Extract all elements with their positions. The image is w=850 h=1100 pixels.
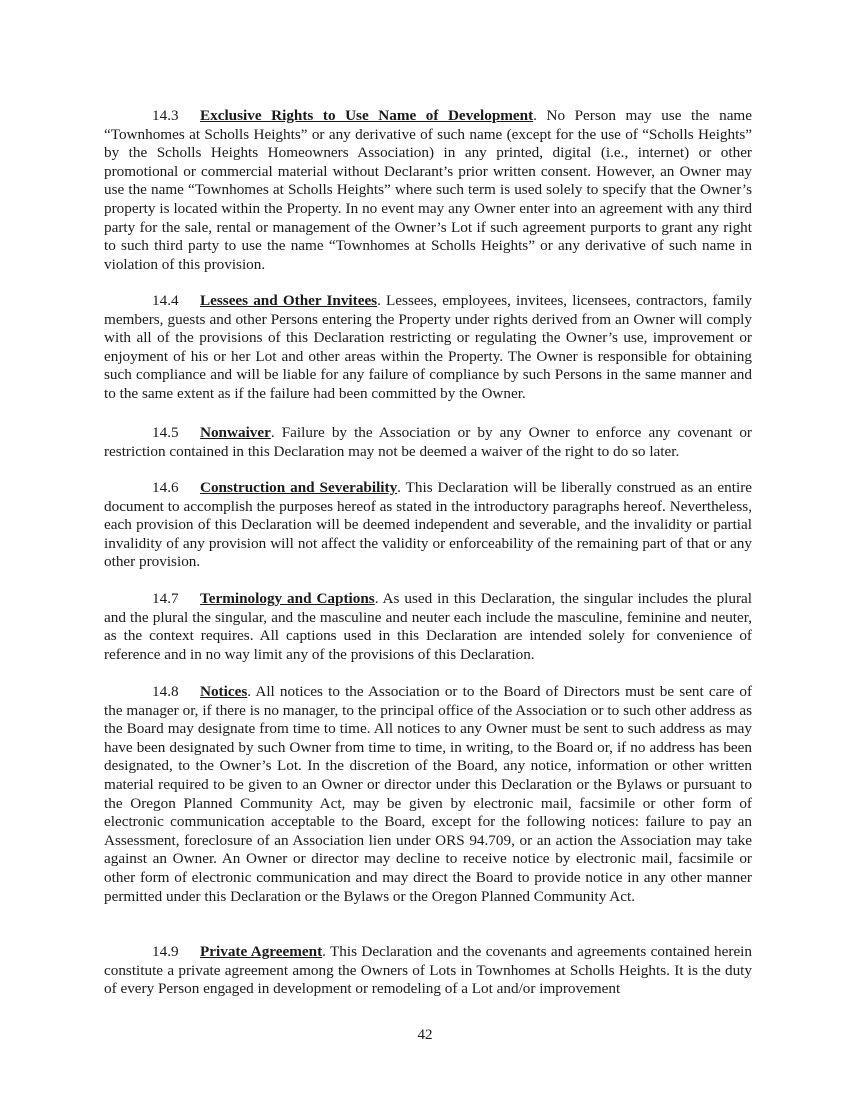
section-heading: Terminology and Captions <box>200 590 375 607</box>
section-14-5 <box>104 424 752 461</box>
section-14-6 <box>104 479 752 572</box>
section-heading: Construction and Severability <box>200 479 398 496</box>
section-14-7 <box>104 590 752 664</box>
section-number: 14.8 <box>152 683 179 700</box>
section-body: . This Declaration will be liberally construed as an entire document to accomplish the purposes hereof as stated in the introductory paragraphs hereof. Nevertheless, each provision of this Declaration will be deemed independent and severable, and the invalidity or partial invalidity of any provision will not affect the validity or enforceability of the remaining part of that or any other provision. <box>104 479 752 571</box>
section-heading: Notices <box>200 683 248 700</box>
section-heading: Nonwaiver <box>200 424 271 441</box>
section-heading: Private Agreement <box>200 943 323 960</box>
section-number: 14.4 <box>152 292 179 309</box>
section-body: . All notices to the Association or to the Board of Directors must be sent care of the manager or, if there is no manager, to the principal office of the Association or to such other address as the Board may designate from time to time. All notices to any Owner must be sent to such address as may have been designated by such Owner from time to time, in writing, to the Board or, if no address has been designated, to the Owner’s Lot. In the discretion of the Board, any notice, information or other written material required to be given to an Owner or director under this Declaration or the Bylaws or pursuant to the Oregon Planned Community Act, may be given by electronic mail, facsimile or other form of electronic communication acceptable to the Board, except for the following notices: failure to pay an Assessment, foreclosure of an Association lien under ORS 94.709, or an action the Association may take against an Owner. An Owner or director may decline to receive notice by electronic mail, facsimile or other form of electronic communication and may direct the Board to provide notice in any other manner permitted under this Declaration or the Bylaws or the Oregon Planned Community Act. <box>104 683 752 905</box>
section-body: . Lessees, employees, invitees, licensees, contractors, family members, guests and other Persons entering the Property under rights derived from an Owner will comply with all of the provisions of this Declaration restricting or regulating the Owner’s use, improvement or enjoyment of his or her Lot and other areas within the Property. The Owner is responsible for obtaining such compliance and will be liable for any failure of compliance by such Persons in the same manner and to the same extent as if the failure had been committed by the Owner. <box>104 292 752 402</box>
section-14-4 <box>104 292 752 404</box>
section-14-9 <box>104 943 752 999</box>
section-heading: Exclusive Rights to Use Name of Development <box>200 107 534 124</box>
section-number: 14.3 <box>152 107 179 124</box>
section-number: 14.7 <box>152 590 179 607</box>
section-14-3 <box>104 107 752 274</box>
section-number: 14.5 <box>152 424 179 441</box>
section-body: . This Declaration and the covenants and agreements contained herein constitute a private agreement among the Owners of Lots in Townhomes at Scholls Heights. It is the duty of every Person engaged in development or remodeling of a Lot and/or improvement <box>104 943 752 998</box>
page-number: 42 <box>417 1027 433 1043</box>
section-heading: Lessees and Other Invitees <box>200 292 378 309</box>
section-body: . Failure by the Association or by any Owner to enforce any covenant or restriction contained in this Declaration may not be deemed a waiver of the right to do so later. <box>104 424 752 460</box>
section-number: 14.9 <box>152 943 179 960</box>
section-14-8 <box>104 683 752 906</box>
section-number: 14.6 <box>152 479 179 496</box>
section-body: . No Person may use the name “Townhomes at Scholls Heights” or any derivative of such name (except for the use of “Scholls Heights” by the Scholls Heights Homeowners Association) in any printed, digital (i.e., internet) or other promotional or commercial material without Declarant’s prior written consent. However, an Owner may use the name “Townhomes at Scholls Heights” where such term is used solely to specify that the Owner’s property is located within the Property. In no event may any Owner enter into an agreement with any third party for the sale, rental or management of the Owner’s Lot if such agreement purports to grant any right to such third party to use the name “Townhomes at Scholls Heights” or any derivative of such name in violation of this provision. <box>104 107 752 273</box>
section-body: . As used in this Declaration, the singular includes the plural and the plural the singular, and the masculine and neuter each include the masculine, feminine and neuter, as the context requires. All captions used in this Declaration are intended solely for convenience of reference and in no way limit any of the provisions of this Declaration. <box>104 590 752 663</box>
